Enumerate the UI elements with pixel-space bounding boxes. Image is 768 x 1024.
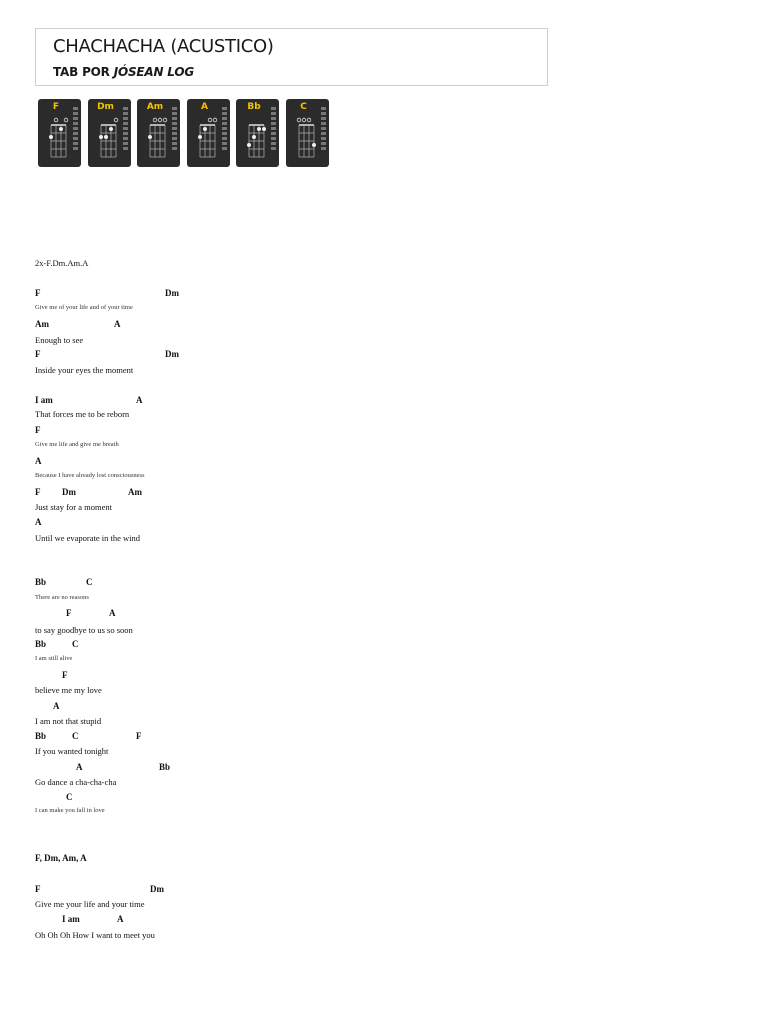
fretboard-grid	[195, 115, 221, 163]
open-string-marker	[114, 118, 118, 122]
finger-dot	[262, 127, 266, 131]
byline-author: JÓSEAN LOG	[113, 65, 194, 79]
diagram-brand-strip	[172, 107, 178, 161]
open-string-marker	[302, 118, 306, 122]
chord-label: F	[62, 670, 68, 680]
lyric-line: 2x-F.Dm.Am.A	[35, 258, 89, 268]
chord-label: A	[53, 701, 60, 711]
finger-dot	[203, 127, 207, 131]
lyric-line: If you wanted tonight	[35, 746, 109, 756]
chord-name: Am	[146, 102, 164, 112]
chord-label: C	[72, 639, 79, 649]
chord-label: A	[117, 914, 124, 924]
open-string-marker	[54, 118, 58, 122]
finger-dot	[252, 135, 256, 139]
chord-label: Bb	[159, 762, 171, 772]
chord-diagram-am[interactable]	[137, 99, 180, 167]
chord-label: Dm	[165, 349, 179, 359]
chord-label: C	[66, 792, 73, 802]
chord-diagram-bb[interactable]	[236, 99, 279, 167]
finger-dot	[257, 127, 261, 131]
fretboard-grid	[294, 115, 320, 163]
chord-label: A	[76, 762, 83, 772]
open-string-marker	[213, 118, 217, 122]
chord-label: C	[72, 731, 79, 741]
lyric-line: believe me my love	[35, 685, 102, 695]
open-string-marker	[153, 118, 157, 122]
chord-diagram-a[interactable]	[187, 99, 230, 167]
chord-label: Bb	[35, 639, 47, 649]
chord-name: C	[300, 102, 307, 112]
diagram-brand-strip	[271, 107, 277, 161]
chord-label: F	[35, 425, 41, 435]
diagram-brand-strip	[123, 107, 129, 161]
chord-label: F	[35, 288, 41, 298]
lyric-line: Go dance a cha-cha-cha	[35, 777, 117, 787]
chord-diagram-f[interactable]	[38, 99, 81, 167]
chord-label: F	[35, 884, 41, 894]
finger-dot	[312, 143, 316, 147]
chord-label: F	[35, 487, 41, 497]
fretboard-grid	[244, 115, 270, 163]
lyric-line: Give me life and give me breath	[35, 441, 119, 448]
chord-name: Dm	[97, 102, 114, 112]
open-string-marker	[64, 118, 68, 122]
fretboard-grid	[46, 115, 72, 163]
lyric-line: I am still alive	[35, 655, 73, 662]
lyric-line: I can make you fall in love	[35, 807, 105, 814]
song-byline	[53, 65, 194, 79]
chord-label: A	[109, 608, 116, 618]
open-string-marker	[163, 118, 167, 122]
finger-dot	[99, 135, 103, 139]
chord-label: Bb	[35, 577, 47, 587]
chord-diagram-dm[interactable]	[88, 99, 131, 167]
chord-label: Dm	[165, 288, 179, 298]
lyric-line: Inside your eyes the moment	[35, 365, 134, 375]
open-string-marker	[208, 118, 212, 122]
chord-label: Bb	[35, 731, 47, 741]
chord-diagram-c[interactable]	[286, 99, 329, 167]
diagram-brand-strip	[222, 107, 228, 161]
lyric-line: That forces me to be reborn	[35, 409, 130, 419]
chord-label: C	[86, 577, 93, 587]
chord-name: Bb	[247, 102, 261, 112]
finger-dot	[109, 127, 113, 131]
lyric-line: There are no reasons	[35, 594, 89, 601]
chord-label: F, Dm, Am, A	[35, 853, 87, 863]
open-string-marker	[297, 118, 301, 122]
chord-label: A	[114, 319, 121, 329]
chord-name: F	[52, 102, 60, 112]
lyric-line: I am not that stupid	[35, 716, 102, 726]
lyric-line: Just stay for a moment	[35, 502, 112, 512]
chord-label: A	[35, 456, 42, 466]
lyric-line: Oh Oh Oh How I want to meet you	[35, 930, 155, 940]
song-title: CHACHACHA (ACUSTICO)	[53, 36, 274, 57]
lyric-line: to say goodbye to us so soon	[35, 625, 133, 635]
finger-dot	[59, 127, 63, 131]
open-string-marker	[158, 118, 162, 122]
finger-dot	[198, 135, 202, 139]
lyric-line: Give me your life and your time	[35, 899, 145, 909]
chord-label: F	[66, 608, 72, 618]
chord-label: F	[136, 731, 142, 741]
chord-label: Dm	[150, 884, 164, 894]
chord-label: Am	[35, 319, 49, 329]
fretboard-grid	[145, 115, 171, 163]
song-header	[35, 28, 548, 86]
diagram-brand-strip	[321, 107, 327, 161]
lyric-line: Because I have already lost consciousness	[35, 472, 145, 479]
chord-label: Dm	[62, 487, 76, 497]
finger-dot	[49, 135, 53, 139]
chord-label: F	[35, 349, 41, 359]
chord-label: A	[35, 517, 42, 527]
lyric-line: Until we evaporate in the wind	[35, 533, 141, 543]
finger-dot	[247, 143, 251, 147]
chord-label: I am	[35, 395, 53, 405]
finger-dot	[104, 135, 108, 139]
chord-label: I am	[62, 914, 80, 924]
finger-dot	[148, 135, 152, 139]
diagram-brand-strip	[73, 107, 79, 161]
chord-label: Am	[128, 487, 142, 497]
fretboard-grid	[96, 115, 122, 163]
chord-label: A	[136, 395, 143, 405]
lyric-line: Enough to see	[35, 335, 84, 345]
chord-name: A	[201, 102, 208, 112]
byline-prefix: TAB POR	[53, 65, 114, 79]
open-string-marker	[307, 118, 311, 122]
lyric-line: Give me of your life and of your time	[35, 304, 133, 311]
